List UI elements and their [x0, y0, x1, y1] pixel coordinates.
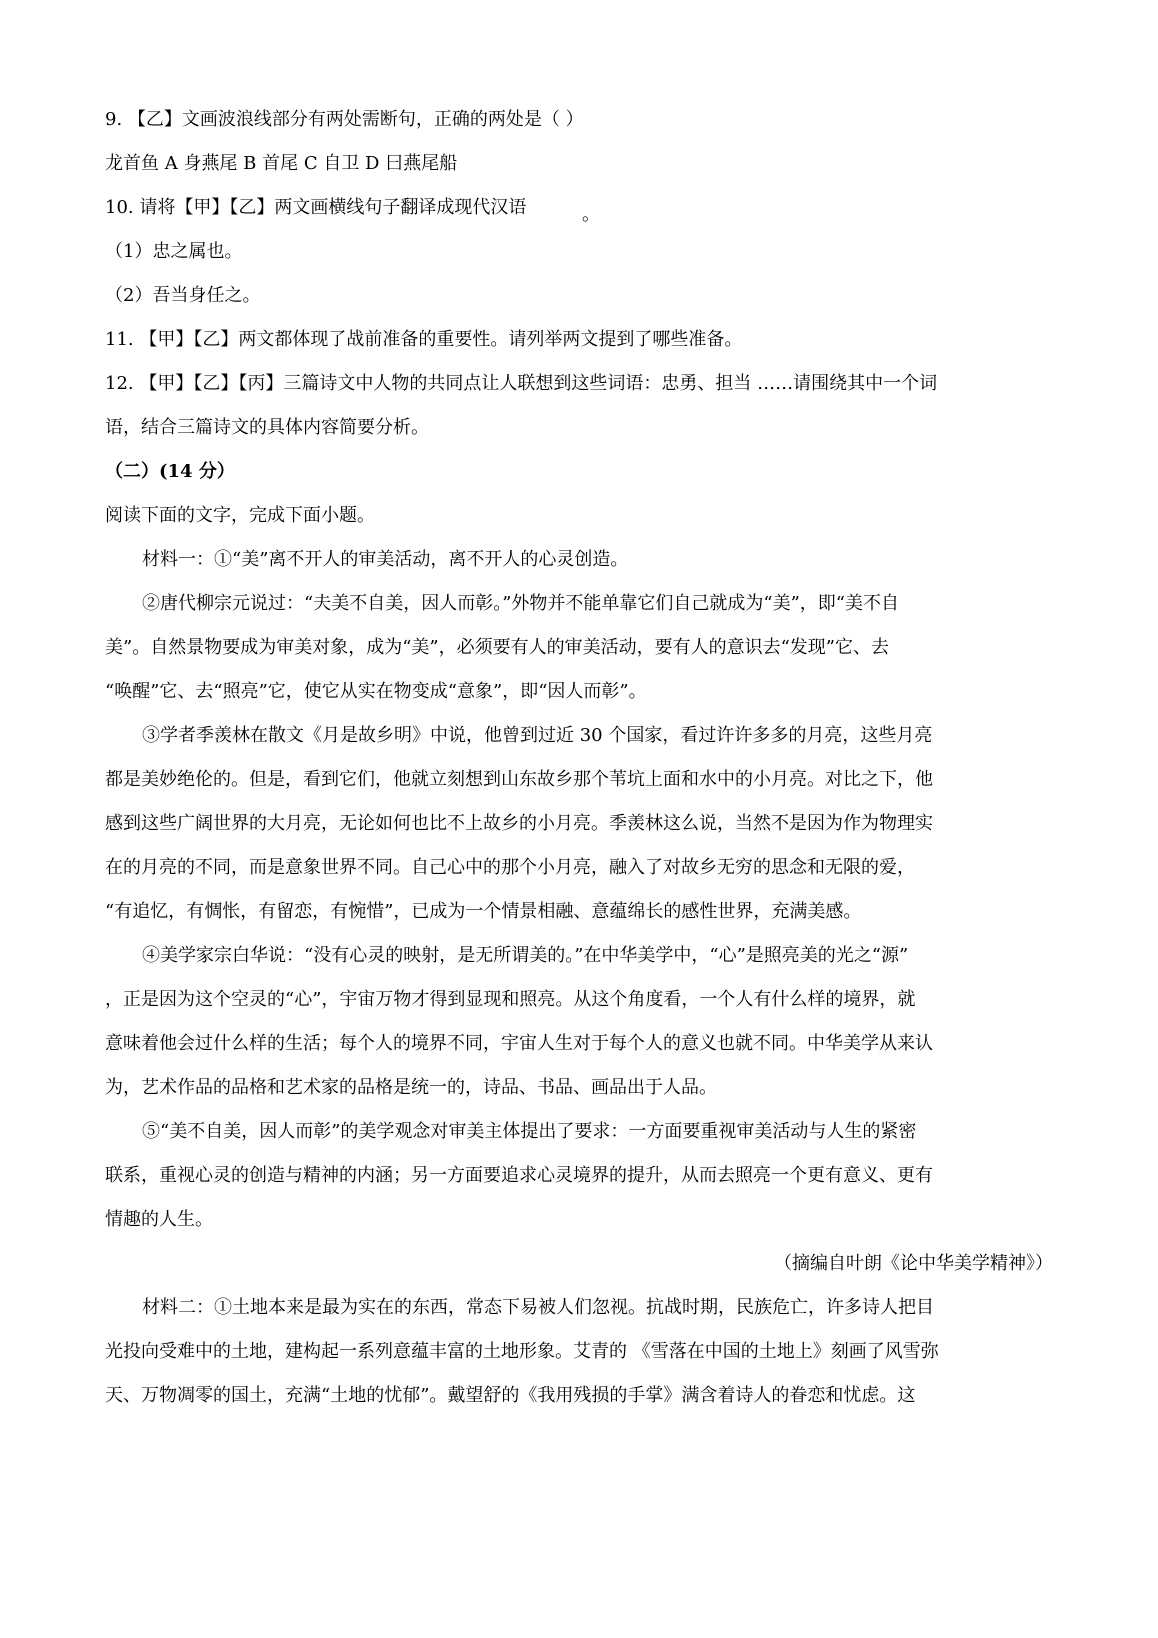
material1-paragraph-3-line-1: ③学者季羡林在散文《月是故乡明》中说，他曾到过近 30 个国家，看过许许多多的月亮，这些月亮: [142, 725, 933, 746]
question-12-line-1: 12. 【甲】【乙】【丙】三篇诗文中人物的共同点让人联想到这些词语：忠勇、担当 ……请围绕其中一个词: [105, 373, 938, 394]
material1-paragraph-1: 材料一：①“美”离不开人的审美活动，离不开人的心灵创造。: [142, 549, 629, 570]
material1-paragraph-2-line-1: ②唐代柳宗元说过：“夫美不自美，因人而彰。”外物并不能单靠它们自己就成为“美”，即“美不自: [142, 593, 900, 614]
question-9-options: 龙首鱼 A 身燕尾 B 首尾 C 自卫 D 曰燕尾船: [105, 153, 458, 174]
question-10-dot: 。: [582, 204, 600, 225]
question-10: 10. 请将【甲】【乙】两文画横线句子翻译成现代汉语: [105, 197, 527, 218]
section-heading: （二）(14 分）: [105, 461, 235, 482]
material1-paragraph-2-line-2: 美”。自然景物要成为审美对象，成为“美”，必须要有人的审美活动，要有人的意识去“发现”它、去: [105, 637, 890, 658]
material1-paragraph-4-line-3: 意味着他会过什么样的生活；每个人的境界不同，宇宙人生对于每个人的意义也就不同。中华美学从来认: [105, 1033, 933, 1054]
material1-paragraph-3-line-2: 都是美妙绝伦的。但是，看到它们，他就立刻想到山东故乡那个苇坑上面和水中的小月亮。对比之下，他: [105, 769, 933, 790]
material1-paragraph-5-line-2: 联系，重视心灵的创造与精神的内涵；另一方面要追求心灵境界的提升，从而去照亮一个更有意义、更有: [105, 1165, 933, 1186]
material2-paragraph-1-line-3: 天、万物凋零的国土，充满“土地的忧郁”。戴望舒的《我用残损的手掌》满含着诗人的眷恋和忧虑。这: [105, 1385, 916, 1406]
question-10-item-1: （1）忠之属也。: [105, 241, 243, 262]
material1-paragraph-5-line-1: ⑤“美不自美，因人而彰”的美学观念对审美主体提出了要求：一方面要重视审美活动与人生的紧密: [142, 1121, 917, 1142]
material2-paragraph-1-line-1: 材料二：①土地本来是最为实在的东西，常态下易被人们忽视。抗战时期，民族危亡，许多诗人把目: [142, 1297, 934, 1318]
question-10-item-2: （2）吾当身任之。: [105, 285, 261, 306]
material1-paragraph-5-line-3: 情趣的人生。: [105, 1209, 213, 1230]
material1-paragraph-4-line-4: 为，艺术作品的品格和艺术家的品格是统一的，诗品、书品、画品出于人品。: [105, 1077, 717, 1098]
material1-source: （摘编自叶朗《论中华美学精神》）: [774, 1253, 1053, 1274]
question-11: 11. 【甲】【乙】两文都体现了战前准备的重要性。请列举两文提到了哪些准备。: [105, 329, 743, 350]
material1-paragraph-3-line-5: “有追忆，有惆怅，有留恋，有惋惜”，已成为一个情景相融、意蕴绵长的感性世界，充满美感。: [105, 901, 862, 922]
material1-paragraph-3-line-3: 感到这些广阔世界的大月亮，无论如何也比不上故乡的小月亮。季羡林这么说，当然不是因为作为物理实: [105, 813, 933, 834]
material2-paragraph-1-line-2: 光投向受难中的土地，建构起一系列意蕴丰富的土地形象。艾青的 《雪落在中国的土地上》刻画了风雪弥: [105, 1341, 939, 1362]
material1-paragraph-4-line-2: ，正是因为这个空灵的“心”，宇宙万物才得到显现和照亮。从这个角度看，一个人有什么样的境界，就: [105, 989, 916, 1010]
material1-paragraph-2-line-3: “唤醒”它、去“照亮”它，使它从实在物变成“意象”，即“因人而彰”。: [105, 681, 647, 702]
question-9: 9. 【乙】文画波浪线部分有两处需断句，正确的两处是（ ）: [105, 109, 584, 130]
material1-paragraph-3-line-4: 在的月亮的不同，而是意象世界不同。自己心中的那个小月亮，融入了对故乡无穷的思念和无限的爱，: [105, 857, 915, 878]
material1-paragraph-4-line-1: ④美学家宗白华说：“没有心灵的映射，是无所谓美的。”在中华美学中，“心”是照亮美的光之“源”: [142, 945, 909, 966]
section-instruction: 阅读下面的文字，完成下面小题。: [105, 505, 375, 526]
question-12-line-2: 语，结合三篇诗文的具体内容简要分析。: [105, 417, 429, 438]
